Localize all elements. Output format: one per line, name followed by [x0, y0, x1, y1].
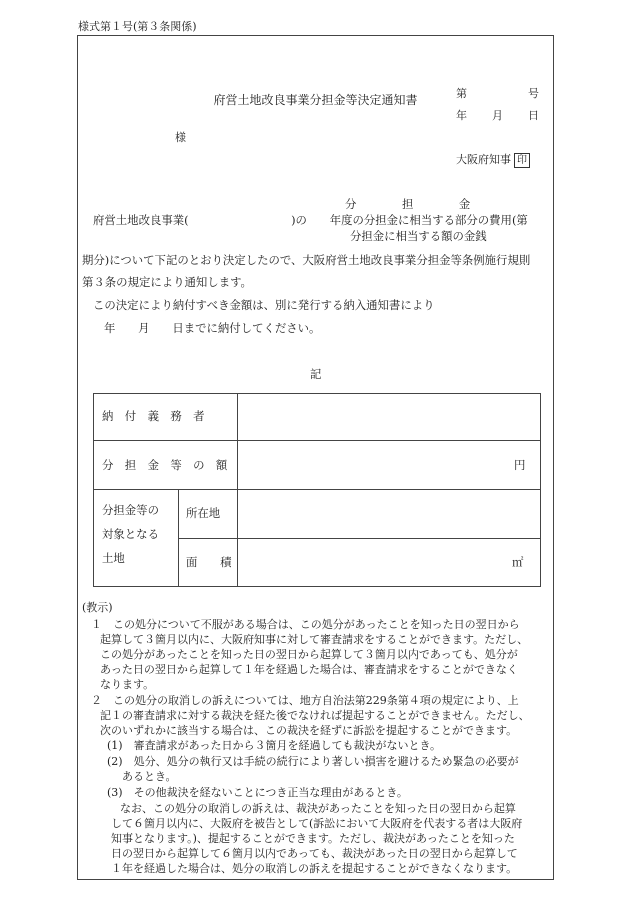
- number-prefix: 第: [456, 87, 467, 100]
- record-table: [93, 393, 541, 587]
- note-1-line: あった日の翌日から起算して１年を経過した場合は、審査請求をすることができなく: [100, 663, 518, 676]
- stacked-text-bottom: 分担金に相当する額の金銭: [350, 229, 487, 243]
- note-tail-line: 日の翌日から起算して６箇月以内であっても、裁決があった日の翌日から起算して: [111, 847, 518, 860]
- addressee-suffix: 様: [175, 131, 186, 144]
- form-label: 様式第１号(第３条関係): [78, 20, 197, 33]
- note-sub-2-cont: あるとき。: [122, 770, 177, 783]
- land-label-line3: 土地: [102, 551, 125, 565]
- note-2-line: 次のいずれかに該当する場合は、この裁決を経ずに訴訟を提起することができます。: [100, 724, 518, 737]
- note-1-line: なります。: [100, 678, 155, 691]
- note-tail-line: １年を経過した場合は、処分の取消しの訴えを提起することができなくなります。: [111, 862, 518, 875]
- note-2-line: ２ この処分の取消しの訴えについては、地方自治法第229条第４項の規定により、上: [91, 694, 519, 707]
- body-line-3: 第３条の規定により通知します。: [82, 275, 252, 289]
- note-sub-1: (1) 審査請求があった日から３箇月を経過しても裁決がないとき。: [107, 739, 442, 752]
- note-1-line: この処分があったことを知った日の翌日から起算して３箇月以内であっても、処分が: [100, 648, 518, 661]
- note-tail-line: して６箇月以内に、大阪府を被告として(訴訟において大阪府を代表する者は大阪府: [111, 817, 523, 830]
- date-day: 日: [528, 109, 539, 122]
- date-month: 月: [492, 109, 503, 122]
- note-2-line: 記１の審査請求に対する裁決を経た後でなければ提起することができません。ただし、: [100, 709, 530, 722]
- note-tail-line: 知事となります。)、提起することができます。ただし、裁決があったことを知った: [111, 832, 515, 845]
- area-label: 面 積: [186, 555, 232, 569]
- notes-heading: (教示): [82, 601, 113, 614]
- body-line-2: 期分)について下記のとおり決定したので、大阪府営土地改良事業分担金等条例施行規則: [82, 253, 531, 267]
- table-row-divider: [94, 489, 540, 490]
- issuer-name: 大阪府知事: [456, 153, 511, 166]
- land-label-line2: 対象となる: [102, 527, 159, 541]
- note-sub-3: (3) その他裁決を経ないことにつき正当な理由があるとき。: [107, 786, 408, 799]
- location-label: 所在地: [186, 506, 221, 520]
- issuer-block: [456, 153, 530, 168]
- ki-heading: 記: [310, 367, 322, 381]
- number-suffix: 号: [528, 87, 539, 100]
- table-col-divider: [237, 394, 238, 586]
- area-unit: ㎡: [512, 555, 524, 569]
- obligor-label: 納 付 義 務 者: [102, 409, 205, 423]
- stacked-text-top: 分 担 金: [345, 197, 471, 211]
- table-row-divider: [178, 538, 540, 539]
- body-line-5: 年 月 日までに納付してください。: [104, 321, 321, 335]
- seal-box: 印: [514, 153, 530, 168]
- table-col-divider: [178, 489, 179, 586]
- body-line-4: この決定により納付すべき金額は、別に発行する納入通知書により: [93, 298, 435, 312]
- amount-label: 分 担 金 等 の 額: [102, 458, 228, 472]
- date-year: 年: [456, 109, 467, 122]
- table-row-divider: [94, 440, 540, 441]
- note-sub-2: (2) 処分、処分の執行又は手続の続行により著しい損害を避けるため緊急の必要が: [107, 755, 519, 768]
- note-1-line: １ この処分について不服がある場合は、この処分があったことを知った日の翌日から: [91, 618, 520, 631]
- document-title: 府営土地改良事業分担金等決定通知書: [213, 93, 418, 107]
- note-tail-line: なお、この処分の取消しの訴えは、裁決があったことを知った日の翌日から起算: [120, 802, 516, 815]
- note-1-line: 起算して３箇月以内に、大阪府知事に対して審査請求をすることができます。ただし、: [100, 633, 529, 646]
- body-line-main: 府営土地改良事業( )の 年度の分担金に相当する部分の費用(第: [93, 213, 528, 227]
- amount-unit: 円: [514, 458, 526, 472]
- land-label-line1: 分担金等の: [102, 503, 159, 517]
